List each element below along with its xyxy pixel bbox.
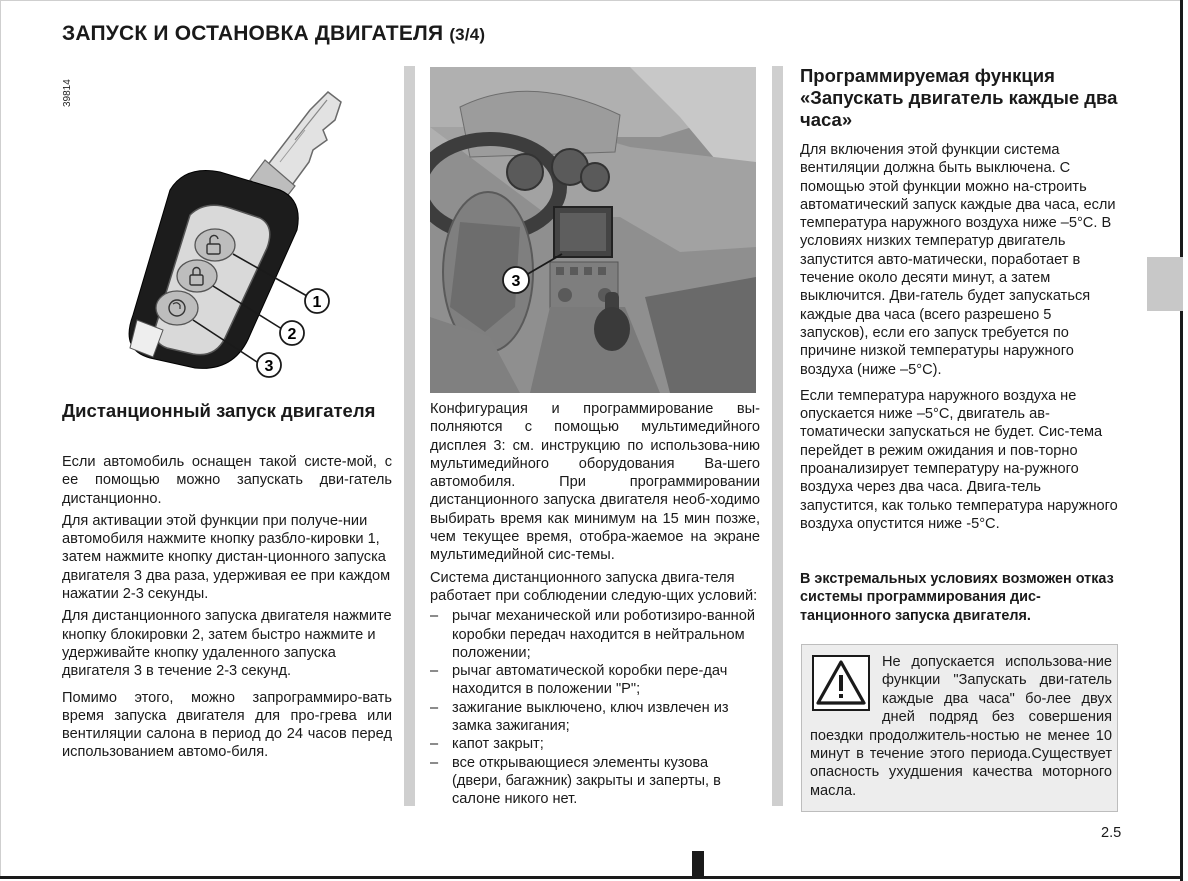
paragraph: Если температура наружного воздуха не опускается ниже –5°C, двигатель ав-томатически запускаться не будет. Сис-тема перейдет в режим ожидания и пов-торно проанализирует температуру на-ружного воздуха через два часа. Двига-тель запустится, как только температура наружного воздуха опустится ниже -5°C. [800,387,1118,532]
paragraph: Помимо этого, можно запрограммиро-вать время запуска двигателя для про-грева или вентиляции салона в период до 24 часов перед использованием автомо-биля. [62,689,392,761]
multimedia-display [554,207,612,257]
callout-2 [280,321,304,345]
callout-3 [503,267,529,293]
column-divider-left [404,66,415,806]
page-border-top [0,0,1183,1]
conditions-list [430,607,760,808]
callout-3 [257,353,281,377]
list-item: – рычаг автоматической коробки пере-дач находится в положении "P"; [430,662,760,699]
warning-text-content: Не допускается использова-ние функции "Запускать дви-гатель каждые два часа" бо-лее двух дней подряд без совершения поездки продолжитель-ностью не менее 10 минут в течение этого периода.Существует опасность ухудшения качества моторного масла. [810,654,1112,799]
dashboard-illustration [430,67,756,393]
warning-box [801,644,1118,812]
section-thumb-tab [1147,257,1183,311]
page-border-left [0,0,1,879]
right-column-body [800,141,1122,537]
list-item: – капот закрыт; [430,735,760,753]
svg-text:1: 1 [312,294,322,311]
remote-start-button [156,291,198,325]
svg-text:3: 3 [264,358,274,375]
page-number: 2.5 [1101,825,1122,841]
bottom-marker [692,851,704,878]
page-border-right [1180,0,1183,881]
page-title-text: ЗАПУСК И ОСТАНОВКА ДВИГАТЕЛЯ [62,22,444,45]
callout-1 [305,289,329,313]
page-title [62,22,485,46]
list-item: – все открывающиеся элементы кузова (двери, багажник) закрыты и заперты, в салоне никого нет. [430,754,760,809]
programmable-function-heading: Программируемая функция «Запускать двигатель каждые два часа» [800,65,1118,130]
extreme-conditions-note: В экстремальных условиях возможен отказ системы программирования дис-танционного запуска двигателя. [800,571,1114,624]
svg-text:2: 2 [287,326,297,343]
configuration-paragraph: Конфигурация и программирование вы-полняются с помощью мультимедийного дисплея 3: см. инструкцию по использова-нию мультимедийного оборудования Ва-шего автомобиля. При программировании дистанционного запуска двигателя необ-ходимо выбирать время как минимум на 15 мин позже, чем текущее время, отобра-жаемое на экране мультимедийной сис-темы. [430,401,760,564]
lock-button [177,260,217,292]
icon-float-spacer [810,653,882,711]
remote-start-heading: Дистанционный запуск двигателя [62,400,376,421]
left-column-body [62,453,392,766]
list-item: – зажигание выключено, ключ извлечен из замка зажигания; [430,699,760,736]
page-part-indicator: (3/4) [449,25,486,44]
key-fob-illustration [95,80,355,380]
paragraph: Для активации этой функции при получе-нии автомобиля нажмите кнопку разбло-кировки 1, затем нажмите кнопку дистан-ционного запуска двигателя 3 два раза, удерживая ее при каждом нажатии 2-3 секунды. [62,512,391,603]
list-item: – рычаг механической или роботизиро-ванной коробки передач находится в нейтральном положении; [430,607,760,662]
warning-text [810,653,1112,800]
unlock-button [195,229,235,261]
page-border-bottom [0,876,1183,879]
svg-text:3: 3 [511,273,521,290]
warning-text-top [810,653,1112,800]
column-divider-right [772,66,783,806]
paragraph: Для дистанционного запуска двигателя нажмите кнопку блокировки 2, затем быстро нажмите и удерживайте кнопку удаленного запуска двигателя 3 в течение 2-3 секунд. [62,608,392,680]
conditions-intro: Система дистанционного запуска двига-теля работает при соблюдении следую-щих условий: [430,569,758,604]
figure-number: 39814 [62,79,73,107]
paragraph: Для включения этой функции система вентиляции должна быть выключена. С помощью этой функции можно на-строить автоматический запуск каждые два часа, если температура наружного воздуха ниже –5°C. В условиях низких температур двигатель запустится авто-матически, поработает в течение около десяти минут, а затем выключится. Дви-гатель будет запускаться каждые два часа (всего разрешено 5 запусков), если его запуск требуется по причине низкой температуры наружного воздуха (ниже –5°C). [800,142,1116,378]
middle-column-body [430,400,760,809]
paragraph: Если автомобиль оснащен такой систе-мой, с ее помощью можно запускать дви-гатель дистанционно. [62,454,392,507]
